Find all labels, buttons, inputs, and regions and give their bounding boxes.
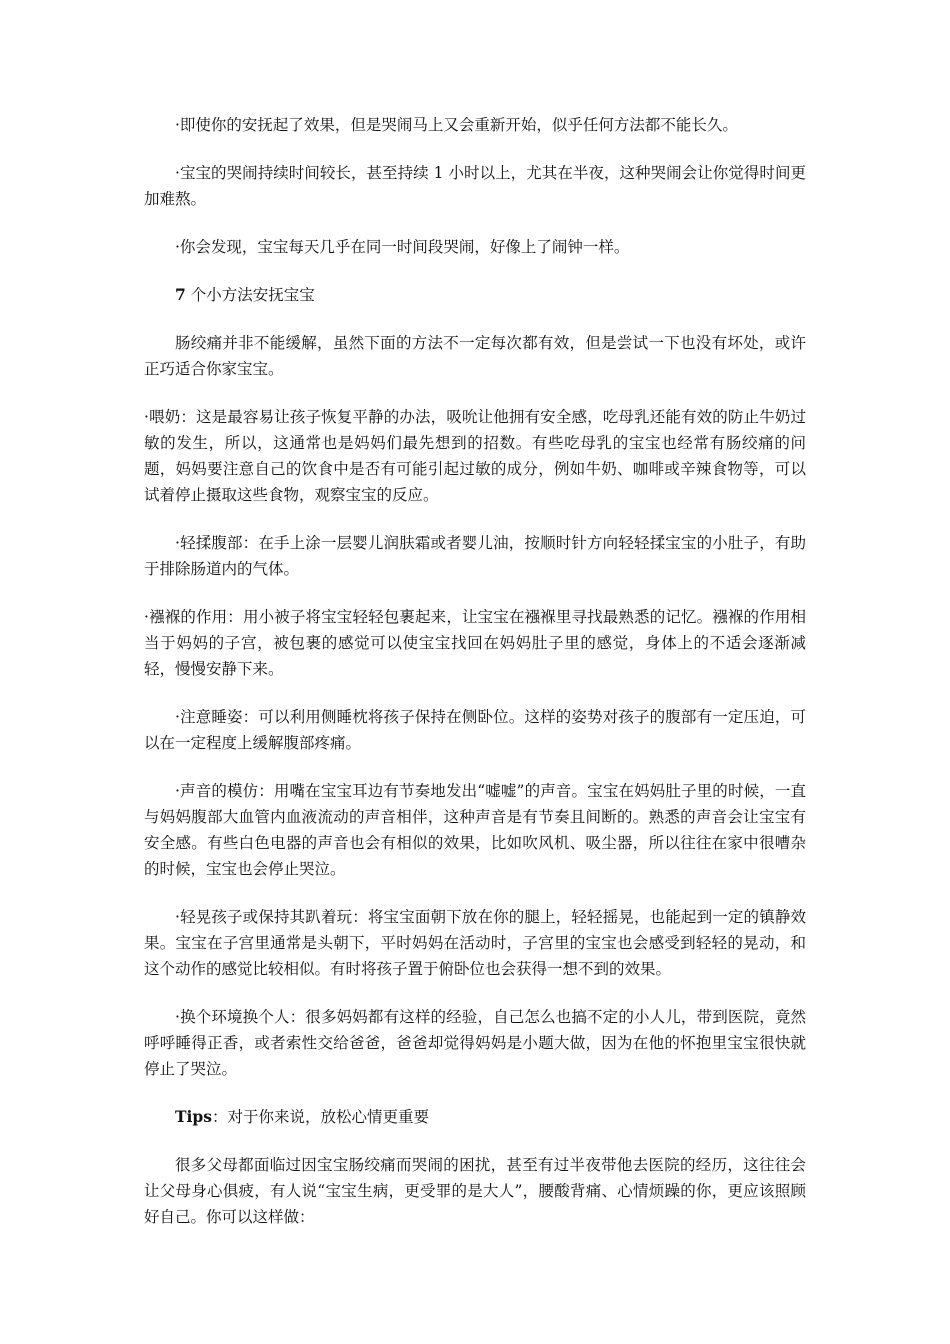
section-heading-tips bbox=[144, 1104, 806, 1130]
tips-text: ：对于你来说，放松心情更重要 bbox=[212, 1108, 430, 1126]
paragraph-intro: 肠绞痛并非不能缓解，虽然下面的方法不一定每次都有效，但是尝试一下也没有坏处，或许正巧适合你家宝宝。 bbox=[144, 334, 806, 378]
method-feeding: ·喂奶：这是最容易让孩子恢复平静的办法，吸吮让他拥有安全感，吃母乳还能有效的防止牛奶过敏的发生，所以，这通常也是妈妈们最先想到的招数。有些吃母乳的宝宝也经常有肠绞痛的问题，妈妈要注意自己的饮食中是否有可能引起过敏的成分，例如牛奶、咖啡或辛辣食物等，可以试着停止摄取这些食物，观察宝宝的反应。 bbox=[144, 408, 806, 504]
section-heading-methods bbox=[144, 282, 806, 308]
heading-text: 个小方法安抚宝宝 bbox=[185, 286, 315, 304]
paragraph-closing: 很多父母都面临过因宝宝肠绞痛而哭闹的困扰，甚至有过半夜带他去医院的经历，这往往会让父母身心俱疲，有人说“宝宝生病，更受罪的是大人”，腰酸背痛、心情烦躁的你，更应该照顾好自己。你可以这样做： bbox=[144, 1156, 806, 1226]
document-page bbox=[144, 112, 806, 1252]
method-sound-imitation: ·声音的模仿：用嘴在宝宝耳边有节奏地发出“嘘嘘”的声音。宝宝在妈妈肚子里的时候，一直与妈妈腹部大血管内血液流动的声音相伴，这种声音是有节奏且间断的。熟悉的声音会让宝宝有安全感。有些白色电器的声音也会有相似的效果，比如吹风机、吸尘器，所以往往在家中很嘈杂的时候，宝宝也会停止哭泣。 bbox=[144, 782, 806, 878]
heading-number: 7 bbox=[175, 285, 186, 304]
paragraph-symptom-2: ·宝宝的哭闹持续时间较长，甚至持续 1 小时以上，尤其在半夜，这种哭闹会让你觉得时间更加难熬。 bbox=[144, 164, 806, 208]
method-belly-rub: ·轻揉腹部：在手上涂一层婴儿润肤霜或者婴儿油，按顺时针方向轻轻揉宝宝的小肚子，有助于排除肠道内的气体。 bbox=[144, 534, 806, 578]
method-rocking: ·轻晃孩子或保持其趴着玩：将宝宝面朝下放在你的腿上，轻轻摇晃，也能起到一定的镇静效果。宝宝在子宫里通常是头朝下，平时妈妈在活动时，子宫里的宝宝也会感受到轻轻的晃动，和这个动作的感觉比较相似。有时将孩子置于俯卧位也会获得一想不到的效果。 bbox=[144, 908, 806, 978]
method-change-environment: ·换个环境换个人：很多妈妈都有这样的经验，自己怎么也搞不定的小人儿，带到医院，竟然呼呼睡得正香，或者索性交给爸爸，爸爸却觉得妈妈是小题大做，因为在他的怀抱里宝宝很快就停止了哭泣。 bbox=[144, 1008, 806, 1078]
method-sleep-position: ·注意睡姿：可以利用侧睡枕将孩子保持在侧卧位。这样的姿势对孩子的腹部有一定压迫，可以在一定程度上缓解腹部疼痛。 bbox=[144, 708, 806, 752]
tips-label: Tips bbox=[175, 1107, 212, 1126]
paragraph-symptom-1: ·即使你的安抚起了效果，但是哭闹马上又会重新开始，似乎任何方法都不能长久。 bbox=[175, 116, 738, 134]
method-swaddle: ·襁褓的作用：用小被子将宝宝轻轻包裹起来，让宝宝在襁褓里寻找最熟悉的记忆。襁褓的作用相当于妈妈的子宫，被包裹的感觉可以使宝宝找回在妈妈肚子里的感觉，身体上的不适会逐渐减轻，慢慢安静下来。 bbox=[144, 608, 806, 678]
paragraph-symptom-3: ·你会发现，宝宝每天几乎在同一时间段哭闹，好像上了闹钟一样。 bbox=[175, 238, 630, 256]
